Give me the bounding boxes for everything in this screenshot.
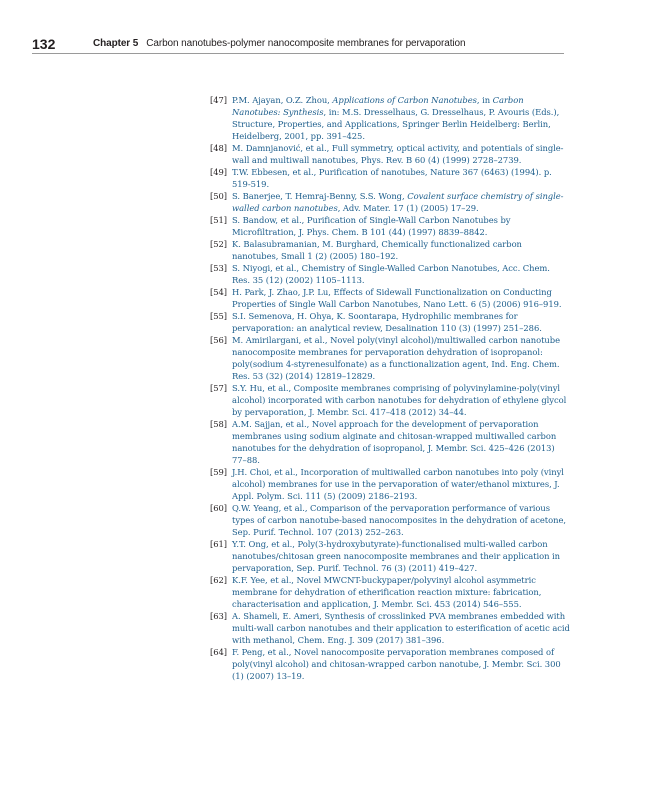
reference-number: [58]: [210, 419, 227, 429]
reference-text[interactable]: [232, 467, 564, 501]
reference-segment: , in: M.S. Dresselhaus, G. Dresselhaus, P. Avouris (Eds.), Structure, Properties, and Applications, Springer Berlin Heidelberg: Berlin, Heidelberg, 2001, pp. 391–425.: [232, 107, 560, 141]
reference-text[interactable]: [232, 95, 559, 141]
reference-number: [64]: [210, 647, 227, 657]
reference-item: [210, 262, 570, 286]
reference-segment: M. Amirilargani, et al., Novel poly(vinyl alcohol)/multiwalled carbon nanotube nanocomposite membranes for pervaporation dehydration of isopropanol: poly(sodium 4-styrenesulfonate) as a functionalization agent, Ind. Eng. Chem. Res. 53 (32) (2014) 12819–12829.: [232, 335, 560, 381]
reference-text[interactable]: [232, 575, 541, 609]
reference-segment: S.I. Semenova, H. Ohya, K. Soontarapa, Hydrophilic membranes for pervaporation: an analytical review, Desalination 110 (3) (1997) 251–286.: [232, 311, 542, 333]
reference-segment: S. Bandow, et al., Purification of Single-Wall Carbon Nanotubes by Microfiltration, J. Phys. Chem. B 101 (44) (1997) 8839–8842.: [232, 215, 511, 237]
reference-text[interactable]: [232, 191, 563, 213]
header-rule: [32, 53, 564, 54]
reference-text[interactable]: [232, 239, 522, 261]
reference-number: [63]: [210, 611, 227, 621]
reference-number: [60]: [210, 503, 227, 513]
reference-number: [51]: [210, 215, 227, 225]
reference-item: [210, 418, 570, 466]
reference-item: [210, 538, 570, 574]
reference-item: [210, 334, 570, 382]
reference-text[interactable]: [232, 167, 552, 189]
reference-number: [52]: [210, 239, 227, 249]
reference-text[interactable]: [232, 263, 550, 285]
reference-number: [62]: [210, 575, 227, 585]
reference-number: [56]: [210, 335, 227, 345]
reference-item: [210, 94, 570, 142]
reference-number: [53]: [210, 263, 227, 273]
reference-item: [210, 238, 570, 262]
reference-italic-title: Applications of Carbon Nanotubes: [332, 95, 477, 105]
reference-number: [49]: [210, 167, 227, 177]
reference-segment: S.Y. Hu, et al., Composite membranes comprising of polyvinylamine-poly(vinyl alcohol) incorporated with carbon nanotubes for dehydration of ethylene glycol by pervaporation, J. Membr. Sci. 417–418 (2012) 34–44.: [232, 383, 567, 417]
reference-item: [210, 466, 570, 502]
reference-number: [54]: [210, 287, 227, 297]
reference-text[interactable]: [232, 419, 556, 465]
reference-item: [210, 166, 570, 190]
reference-segment: Y.T. Ong, et al., Poly(3-hydroxybutyrate)-functionalised multi-walled carbon nanotubes/chitosan green nanocomposite membranes and their application in pervaporation, Sep. Purif. Technol. 76 (3) (2011) 419–427.: [232, 539, 561, 573]
reference-item: [210, 214, 570, 238]
reference-number: [47]: [210, 95, 227, 105]
reference-text[interactable]: [232, 287, 562, 309]
reference-italic-title: Covalent surface chemistry of single-walled carbon nanotubes: [232, 191, 564, 213]
reference-segment: J.H. Choi, et al., Incorporation of multiwalled carbon nanotubes into poly (vinyl alcohol) membranes for use in the pervaporation of water/ethanol mixtures, J. Appl. Polym. Sci. 111 (5) (2009) 2186–2193.: [232, 467, 564, 501]
reference-text[interactable]: [232, 143, 563, 165]
reference-item: [210, 190, 570, 214]
page-number: 132: [32, 36, 56, 52]
reference-item: [210, 310, 570, 334]
reference-list: [210, 94, 570, 682]
chapter-label: Chapter 5: [93, 38, 139, 49]
reference-item: [210, 382, 570, 418]
reference-segment: A.M. Sajjan, et al., Novel approach for the development of pervaporation membranes using sodium alginate and chitosan-wrapped multiwalled carbon nanotubes for the dehydration of isopropanol, J. Membr. Sci. 425–426 (2013) 77–88.: [232, 419, 557, 465]
reference-text[interactable]: [232, 611, 570, 645]
reference-text[interactable]: [232, 503, 566, 537]
reference-number: [59]: [210, 467, 227, 477]
reference-segment: K. Balasubramanian, M. Burghard, Chemically functionalized carbon nanotubes, Small 1 (2) (2005) 180–192.: [232, 239, 522, 261]
reference-text[interactable]: [232, 311, 542, 333]
reference-item: [210, 286, 570, 310]
reference-item: [210, 646, 570, 682]
reference-segment: , Adv. Mater. 17 (1) (2005) 17–29.: [337, 203, 479, 213]
reference-segment: T.W. Ebbesen, et al., Purification of nanotubes, Nature 367 (6463) (1994). p. 519-519.: [232, 167, 552, 189]
reference-number: [48]: [210, 143, 227, 153]
reference-number: [55]: [210, 311, 227, 321]
chapter-title: Carbon nanotubes-polymer nanocomposite membranes for pervaporation: [146, 38, 466, 49]
page-header: [32, 36, 564, 54]
reference-text[interactable]: [232, 215, 511, 237]
reference-segment: S. Banerjee, T. Hemraj-Benny, S.S. Wong,: [232, 191, 408, 201]
reference-number: [57]: [210, 383, 227, 393]
reference-segment: F. Peng, et al., Novel nanocomposite pervaporation membranes composed of poly(vinyl alcohol) and chitosan-wrapped carbon nanotube, J. Membr. Sci. 300 (1) (2007) 13–19.: [232, 647, 561, 681]
reference-item: [210, 142, 570, 166]
reference-segment: P.M. Ajayan, O.Z. Zhou,: [232, 95, 333, 105]
reference-item: [210, 610, 570, 646]
reference-segment: , in: [476, 95, 493, 105]
reference-item: [210, 574, 570, 610]
reference-segment: H. Park, J. Zhao, J.P. Lu, Effects of Sidewall Functionalization on Conducting Properties of Single Wall Carbon Nanotubes, Nano Lett. 6 (5) (2006) 916–919.: [232, 287, 562, 309]
reference-italic-title: Carbon Nanotubes: Synthesis: [232, 95, 524, 117]
reference-segment: A. Shameli, E. Ameri, Synthesis of crosslinked PVA membranes embedded with multi-wall carbon nanotubes and their application to esterification of acetic acid with methanol, Chem. Eng. J. 309 (2017) 381–396.: [232, 611, 570, 645]
reference-number: [61]: [210, 539, 227, 549]
reference-segment: K.F. Yee, et al., Novel MWCNT-buckypaper/polyvinyl alcohol asymmetric membrane for dehydration of etherification reaction mixture: fabrication, characterisation and application, J. Membr. Sci. 453 (2014) 546–555.: [232, 575, 542, 609]
running-head: [93, 38, 465, 49]
reference-text[interactable]: [232, 335, 560, 381]
reference-text[interactable]: [232, 647, 561, 681]
reference-segment: S. Niyogi, et al., Chemistry of Single-Walled Carbon Nanotubes, Acc. Chem. Res. 35 (12) (2002) 1105–1113.: [232, 263, 550, 285]
reference-segment: Q.W. Yeang, et al., Comparison of the pervaporation performance of various types of carbon nanotube-based nanocomposites in the dehydration of acetone, Sep. Purif. Technol. 107 (2013) 252–263.: [232, 503, 566, 537]
reference-number: [50]: [210, 191, 227, 201]
reference-text[interactable]: [232, 539, 560, 573]
reference-item: [210, 502, 570, 538]
reference-text[interactable]: [232, 383, 566, 417]
reference-segment: M. Damnjanović, et al., Full symmetry, optical activity, and potentials of single-wall and multiwall nanotubes, Phys. Rev. B 60 (4) (1999) 2728–2739.: [232, 143, 564, 165]
